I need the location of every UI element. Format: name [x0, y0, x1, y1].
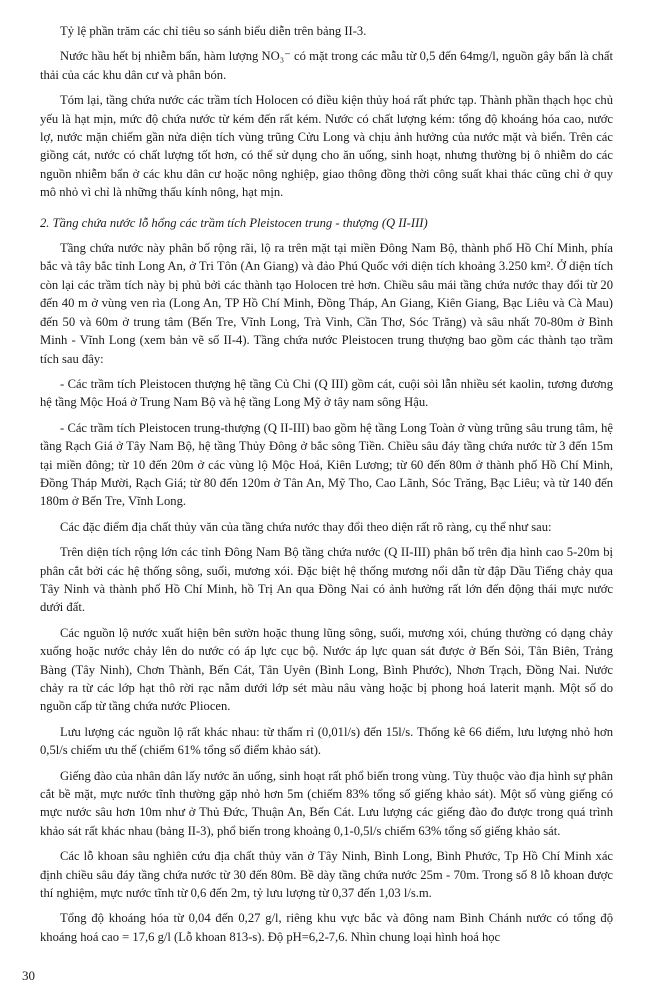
- paragraph-ratio-note: Tỷ lệ phần trăm các chỉ tiêu so sánh biểu diễn trên bảng II-3.: [60, 24, 367, 38]
- paragraph-spring-discharge: Lưu lượng các nguồn lộ rất khác nhau: từ thấm rỉ (0,01l/s) đến 15l/s. Thống kê 66 điểm, lưu lượng nhỏ hơn 0,5l/s chiếm ưu thế (chiếm 61% tổng số điểm khảo sát).: [40, 724, 613, 758]
- paragraph-holocene-summary: Tóm lại, tầng chứa nước các trầm tích Holocen có điều kiện thủy hoá rất phức tạp. Thành phần thạch học chủ yếu là hạt mịn, mức độ chứa nước từ kém đến rất kém. Nước có chất lượng kém: tổng độ khoáng hóa cao, nước lợ, nước mặn chiếm gần nửa diện tích vùng trũng Cửu Long và chịu ảnh hưởng của nước mặt và biển. Trên các giồng cát, nước có chất lượng tốt hơn, có thể sử dụng cho ăn uống, sinh hoạt, nhưng thường bị ô nhiễm do các nguồn nhiễm bẩn ở các khu dân cư hoặc nông nghiệp, giao thông đồng thời công suất khai thác cũng chỉ ở quy mô nhỏ vì chỉ là những thấu kính nông, hạt mịn.: [40, 93, 613, 200]
- paragraph-boreholes: Các lỗ khoan sâu nghiên cứu địa chất thủy văn ở Tây Ninh, Bình Long, Bình Phước, Tp Hồ Chí Minh xác định chiều sâu đáy tầng chứa nước từ 30 đến 80m. Bề dày tầng chứa nước 25m - 70m. Trong số 8 lỗ khoan được thí nghiệm, mực nước tĩnh từ 0,6 đến 2m, tỷ lưu lượng từ 0,37 đến 1,03 l/s.m.: [40, 849, 613, 901]
- paragraph-southeast-region: Trên diện tích rộng lớn các tỉnh Đông Nam Bộ tầng chứa nước (Q II-III) phân bố trên địa hình cao 5-20m bị phân cắt bởi các hệ thống sông, suối, mương xói. Đặc biệt hệ thống mương nổi dẫn từ đập Dầu Tiếng chảy qua Tây Ninh và thành phố Hồ Chí Minh, hồ Trị An qua Đồng Nai có ảnh hưởng rất lớn đến động thái mực nước dưới đất.: [40, 545, 613, 615]
- paragraph-springs: Các nguồn lộ nước xuất hiện bên sườn hoặc thung lũng sông, suối, mương xói, chúng thường có dạng chảy xuống hoặc nước chảy lên do nước có áp lực cục bộ. Nước áp lực quan sát được ở Bến Sỏi, Tân Biên, Trảng Bàng (Tây Ninh), Chơn Thành, Bến Cát, Tân Uyên (Bình Long, Bình Phước), Nhơn Trạch, Đồng Nai. Nước chảy ra từ các lớp hạt thô rời rạc nằm dưới lớp sét màu nâu vàng hoặc bị phong hoá laterit mạnh. Một số do nguồn cấp từ tầng chứa nước Pliocen.: [40, 625, 613, 714]
- paragraph-distribution: Tầng chứa nước này phân bố rộng rãi, lộ ra trên mặt tại miền Đông Nam Bộ, thành phố Hồ Chí Minh, phía bắc và tây bắc tỉnh Long An, ở Tri Tôn (An Giang) và đảo Phú Quốc với diện tích khoảng 3.250 km². Ở diện tích còn lại các trầm tích này bị phủ bởi các thành tạo Holocen trẻ hơn. Chiều sâu mái tầng chứa nước thay đổi từ 20 đến 40 m ở vùng ven rìa (Long An, TP Hồ Chí Minh, Đồng Tháp, An Giang, Kiên Giang, Bạc Liêu và Cà Mau) đến 50 và 60m ở trung tâm (Bến Tre, Vĩnh Long, Trà Vinh, Cần Thơ, Sóc Trăng) và sâu nhất 70-80m ở Bình Minh - Vĩnh Long (xem bản vẽ số II-4). Tầng chứa nước Pleistocen trung thượng bao gồm các thành tạo trầm tích sau đây:: [40, 241, 613, 366]
- paragraph-middle-upper-pleistocene: - Các trầm tích Pleistocen trung-thượng (Q II-III) bao gồm hệ tầng Long Toàn ở vùng trũng sâu trung tâm, hệ tầng Rạch Giá ở Tây Nam Bộ, hệ tầng Thủy Đông ở bắc sông Tiền. Chiều sâu đáy tầng chứa nước từ 3 đến 15m tại miền đông; từ 10 đến 20m ở các vùng lộ Mộc Hoá, Kiên Lương; từ 60 đến 80m ở thành phố Hồ Chí Minh, Đồng Tháp Mười, Rạch Giá; từ 80 đến 120m ở Tân An, Mỹ Tho, Cao Lãnh, Sóc Trăng, Bạc Liêu; và từ 140 đến 180m ở Bến Tre, Vĩnh Long.: [40, 420, 613, 509]
- paragraph-mineralization: Tổng độ khoáng hóa từ 0,04 đến 0,27 g/l, riêng khu vực bắc và đông nam Bình Chánh nước có tổng độ khoáng hoá cao = 17,6 g/l (Lỗ khoan 813-s). Độ pH=6,2-7,6. Nhìn chung loại hình hoá học: [40, 911, 613, 944]
- paragraph-cu-chi-formation: - Các trầm tích Pleistocen thượng hệ tầng Củ Chi (Q III) gồm cát, cuội sỏi lẫn nhiều sét kaolin, tương đương hệ tầng Mộc Hoá ở Trung Nam Bộ và hệ tầng Long Mỹ ở tây nam sông Hậu.: [40, 376, 613, 410]
- page-number: 30: [22, 968, 35, 983]
- section-heading: 2. Tầng chứa nước lỗ hổng các trầm tích Pleistocen trung - thượng (Q II-III): [40, 215, 428, 230]
- paragraph-dug-wells: Giếng đào của nhân dân lấy nước ăn uống, sinh hoạt rất phổ biến trong vùng. Tùy thuộc vào địa hình sự phân cắt bề mặt, mực nước tĩnh thường gặp nhỏ hơn 5m (chiếm 83% tổng số giếng khảo sát). Một số vùng giếng có mực nước sâu hơn 10m như ở Thủ Đức, Thuận An, Bến Cát. Lưu lượng các giếng đào đo được trong quá trình khảo sát rất khác nhau (bảng II-3), phổ biến trong khoảng 0,1-0,5l/s chiếm 63% tổng số giếng khảo sát.: [40, 768, 613, 838]
- paragraph-hydro-characteristics: Các đặc điểm địa chất thủy văn của tầng chứa nước thay đổi theo diện rất rõ ràng, cụ thể như sau:: [60, 519, 552, 534]
- paragraph-nitrate: Nước hầu hết bị nhiễm bẩn, hàm lượng NO₃⁻ có mặt trong các mẫu từ 0,5 đến 64mg/l, nguồn gây bẩn là chất thải của các khu dân cư và phân bón.: [40, 49, 613, 82]
